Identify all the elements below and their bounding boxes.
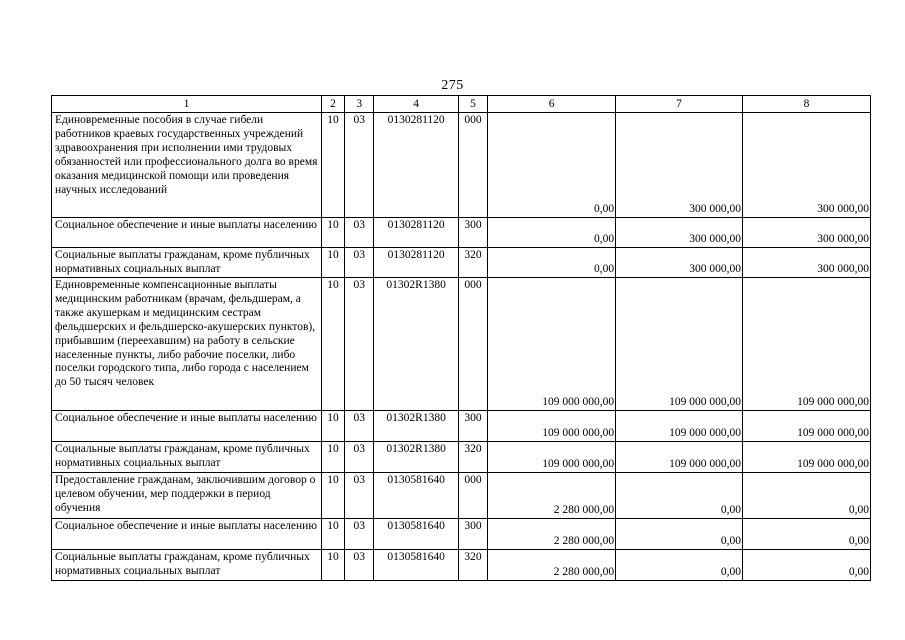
row-section: 10 [321, 473, 344, 519]
row-expense-type: 300 [458, 218, 487, 248]
row-target-article: 0130281120 [374, 218, 459, 248]
table-row [52, 248, 871, 278]
row-name: Единовременные пособия в случае гибели работников краевых государственных учреждений здравоохранения при исполнении ими трудовых обязанностей или профессионального долга во время оказания медицинской помощи или проведения научных исследований [52, 113, 322, 218]
row-expense-type: 000 [458, 113, 487, 218]
row-expense-type: 320 [458, 550, 487, 581]
row-target-article: 01302R1380 [374, 278, 459, 411]
row-value-col6: 0,00 [488, 248, 616, 278]
row-name: Единовременные компенсационные выплаты медицинским работникам (врачам, фельдшерам, а также акушеркам и медицинским сестрам фельдшерских и фельдшерско-акушерских пунктов), прибывшим (переехавшим) на работу в сельские населенные пункты, либо рабочие поселки, либо поселки городского типа, либо города с населением до 50 тысяч человек [52, 278, 322, 411]
row-subsection: 03 [345, 442, 374, 473]
row-name: Социальное обеспечение и иные выплаты населению [52, 411, 322, 442]
row-name: Социальные выплаты гражданам, кроме публичных нормативных социальных выплат [52, 442, 322, 473]
row-value-col7: 300 000,00 [616, 113, 743, 218]
row-name: Социальные выплаты гражданам, кроме публичных нормативных социальных выплат [52, 550, 322, 581]
table-row [52, 442, 871, 473]
table-row [52, 218, 871, 248]
column-header-8: 8 [742, 96, 870, 113]
table-row [52, 278, 871, 411]
table-row [52, 113, 871, 218]
row-value-col7: 0,00 [616, 550, 743, 581]
row-section: 10 [321, 550, 344, 581]
row-subsection: 03 [345, 248, 374, 278]
row-value-col7: 0,00 [616, 519, 743, 550]
row-target-article: 0130581640 [374, 550, 459, 581]
row-target-article: 0130281120 [374, 113, 459, 218]
row-name: Предоставление гражданам, заключившим договор о целевом обучении, мер поддержки в период обучения [52, 473, 322, 519]
row-expense-type: 000 [458, 473, 487, 519]
row-target-article: 0130281120 [374, 248, 459, 278]
table-row [52, 411, 871, 442]
row-value-col7: 0,00 [616, 473, 743, 519]
column-header-4: 4 [374, 96, 459, 113]
column-header-7: 7 [616, 96, 743, 113]
row-value-col6: 0,00 [488, 218, 616, 248]
header-row [52, 96, 871, 113]
row-value-col6: 0,00 [488, 113, 616, 218]
row-value-col7: 109 000 000,00 [616, 278, 743, 411]
column-header-1: 1 [52, 96, 322, 113]
row-value-col7: 109 000 000,00 [616, 411, 743, 442]
row-target-article: 0130581640 [374, 519, 459, 550]
column-header-6: 6 [488, 96, 616, 113]
row-value-col6: 2 280 000,00 [488, 519, 616, 550]
row-section: 10 [321, 519, 344, 550]
row-expense-type: 320 [458, 442, 487, 473]
page-number: 275 [441, 78, 464, 93]
row-value-col8: 109 000 000,00 [742, 442, 870, 473]
row-value-col6: 2 280 000,00 [488, 473, 616, 519]
row-section: 10 [321, 248, 344, 278]
table-row [52, 519, 871, 550]
row-value-col8: 0,00 [742, 473, 870, 519]
column-header-2: 2 [321, 96, 344, 113]
row-subsection: 03 [345, 278, 374, 411]
row-section: 10 [321, 218, 344, 248]
row-value-col6: 109 000 000,00 [488, 411, 616, 442]
budget-table [51, 95, 871, 581]
row-subsection: 03 [345, 218, 374, 248]
row-subsection: 03 [345, 519, 374, 550]
row-target-article: 01302R1380 [374, 411, 459, 442]
row-subsection: 03 [345, 113, 374, 218]
row-subsection: 03 [345, 550, 374, 581]
row-target-article: 01302R1380 [374, 442, 459, 473]
row-expense-type: 000 [458, 278, 487, 411]
row-subsection: 03 [345, 411, 374, 442]
row-value-col8: 300 000,00 [742, 113, 870, 218]
row-expense-type: 300 [458, 519, 487, 550]
row-name: Социальное обеспечение и иные выплаты населению [52, 519, 322, 550]
row-value-col8: 0,00 [742, 519, 870, 550]
table-row [52, 550, 871, 581]
row-subsection: 03 [345, 473, 374, 519]
row-section: 10 [321, 278, 344, 411]
row-section: 10 [321, 113, 344, 218]
row-expense-type: 320 [458, 248, 487, 278]
row-expense-type: 300 [458, 411, 487, 442]
row-target-article: 0130581640 [374, 473, 459, 519]
table-row [52, 473, 871, 519]
row-value-col7: 300 000,00 [616, 248, 743, 278]
row-value-col8: 300 000,00 [742, 218, 870, 248]
row-value-col8: 109 000 000,00 [742, 411, 870, 442]
row-value-col6: 109 000 000,00 [488, 278, 616, 411]
row-value-col6: 2 280 000,00 [488, 550, 616, 581]
row-section: 10 [321, 442, 344, 473]
row-value-col8: 0,00 [742, 550, 870, 581]
row-name: Социальное обеспечение и иные выплаты населению [52, 218, 322, 248]
row-value-col8: 109 000 000,00 [742, 278, 870, 411]
row-value-col7: 300 000,00 [616, 218, 743, 248]
row-value-col6: 109 000 000,00 [488, 442, 616, 473]
row-section: 10 [321, 411, 344, 442]
row-value-col8: 300 000,00 [742, 248, 870, 278]
row-value-col7: 109 000 000,00 [616, 442, 743, 473]
row-name: Социальные выплаты гражданам, кроме публичных нормативных социальных выплат [52, 248, 322, 278]
column-header-3: 3 [345, 96, 374, 113]
column-header-5: 5 [458, 96, 487, 113]
